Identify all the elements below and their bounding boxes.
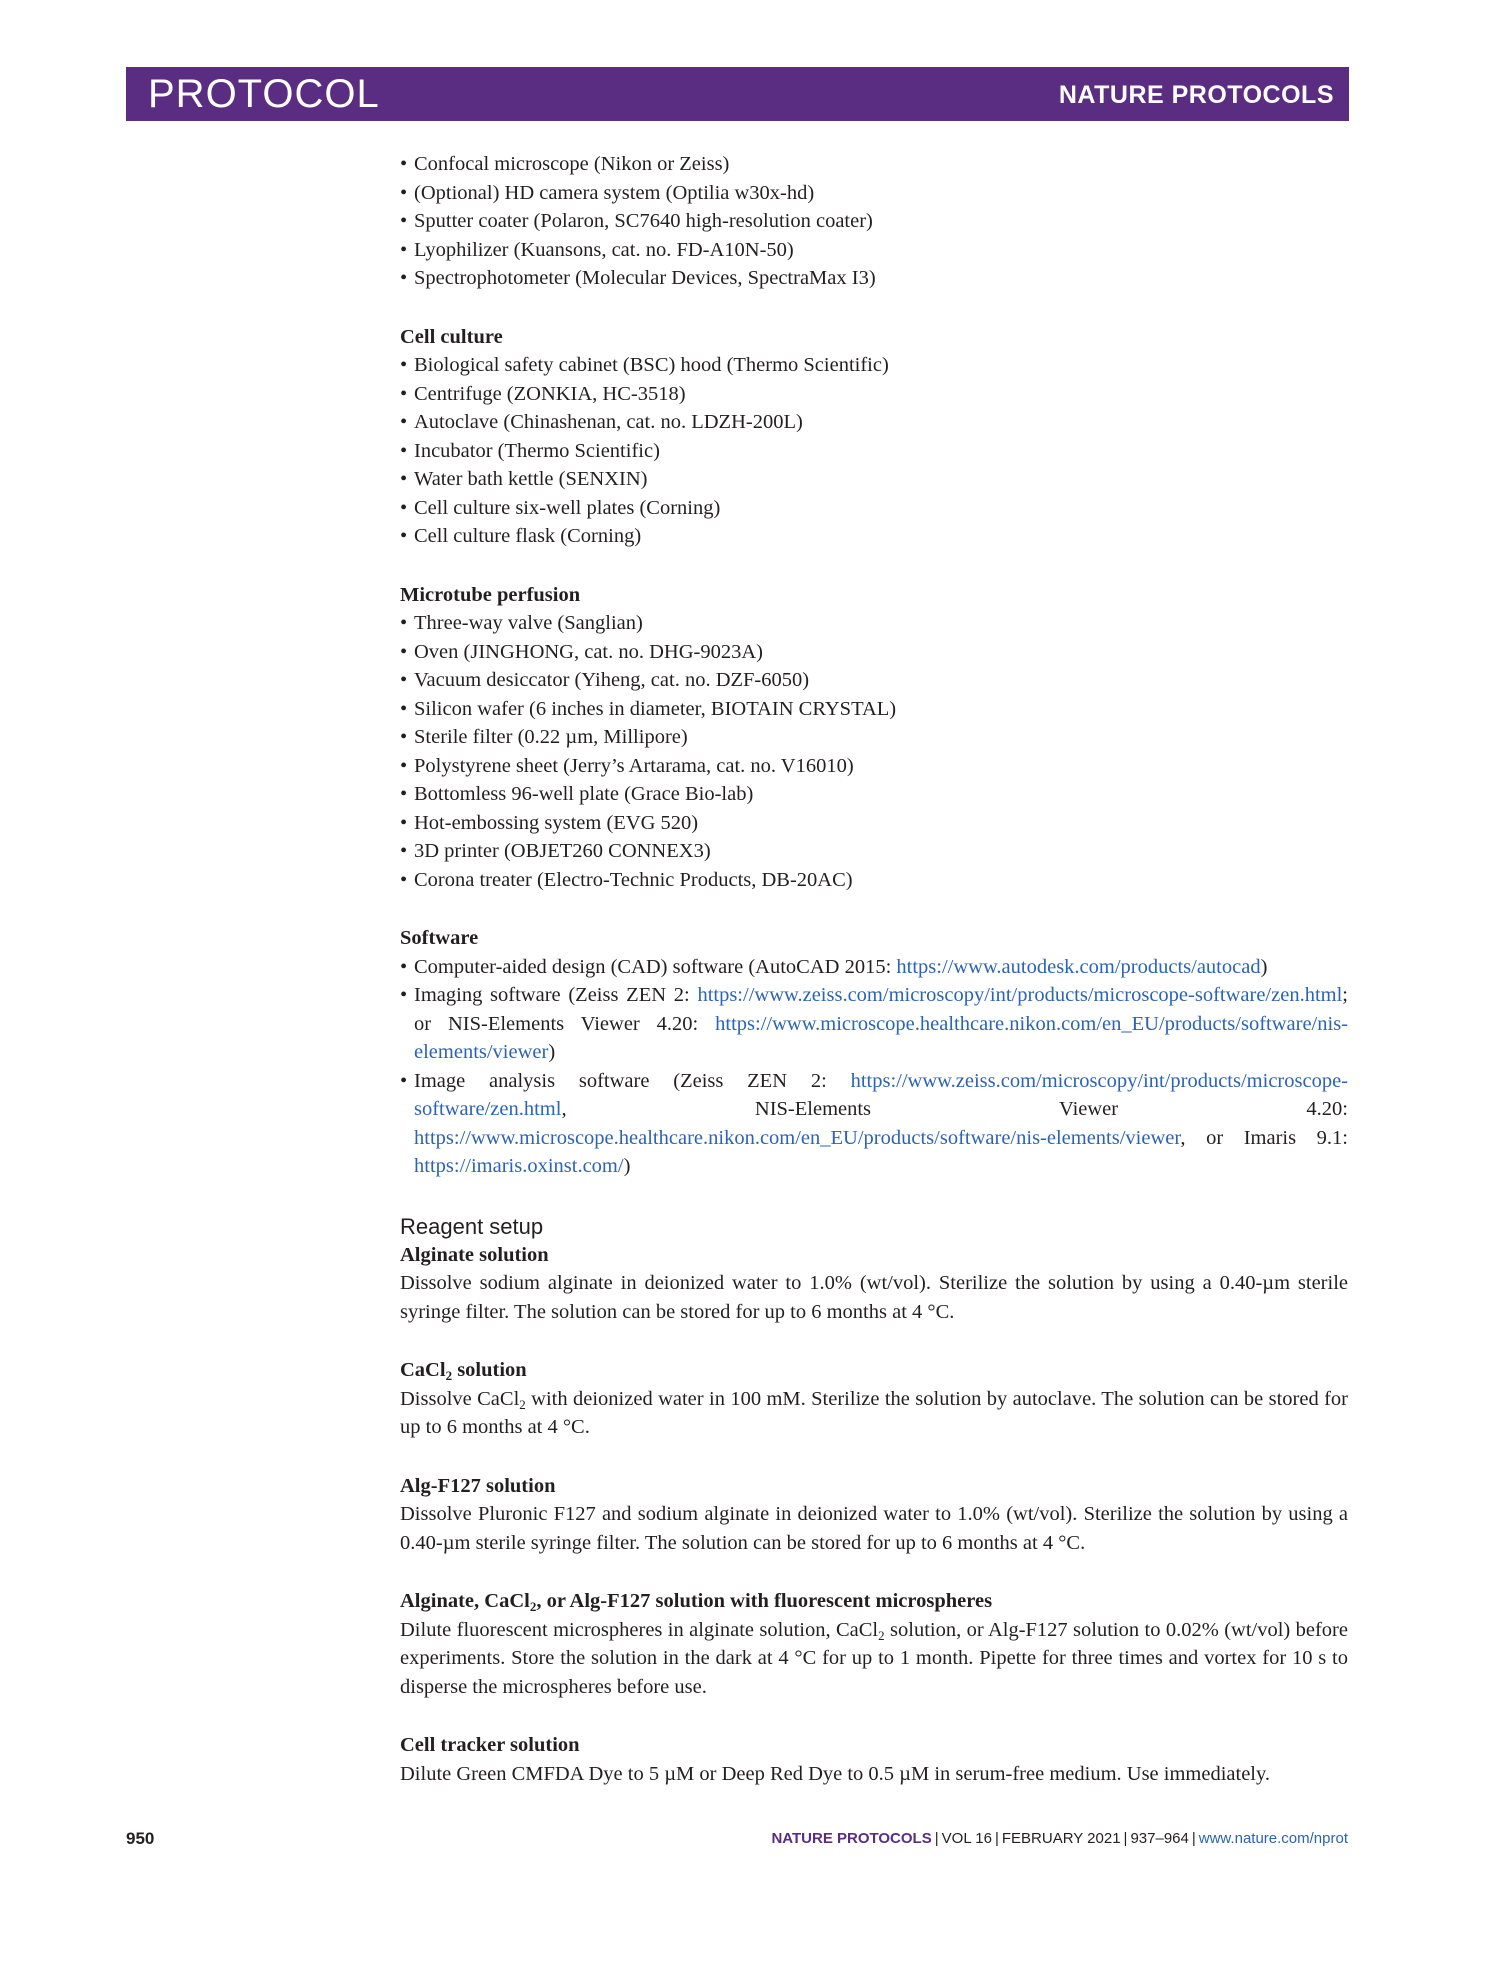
- list-item: • Three-way valve (Sanglian): [400, 609, 1348, 638]
- reagent-body: Dilute fluorescent microspheres in alginate solution, CaCl$_2$ solution, or Alg-F127 solution to 0.02% (wt/vol) before experiments. Store the solution in the dark at 4 °C for up to 1 month. Pipette for three times and vortex for 10 s to disperse the microspheres before use.: [400, 1618, 1348, 1698]
- list-item: • Centrifuge (ZONKIA, HC-3518): [400, 380, 1348, 409]
- footer-url-link[interactable]: www.nature.com/nprot: [1198, 1830, 1348, 1847]
- list-item: • Silicon wafer (6 inches in diameter, BIOTAIN CRYSTAL): [400, 695, 1348, 724]
- zeiss-link[interactable]: https://www.zeiss.com/microscopy/int/products/microscope-software/zen.html: [697, 984, 1343, 1006]
- reagent-body: Dissolve CaCl$_2$ with deionized water in 100 mM. Sterilize the solution by autoclave. The solution can be stored for up to 6 months at 4 °C.: [400, 1387, 1348, 1438]
- list-item: [400, 981, 1348, 1067]
- footer-volume: VOL 16: [941, 1830, 992, 1847]
- footer-journal: NATURE PROTOCOLS: [771, 1830, 932, 1847]
- imaris-link[interactable]: https://imaris.oxinst.com/: [414, 1155, 624, 1177]
- item-text: , NIS-Elements Viewer 4.20:: [561, 1098, 1348, 1120]
- list-item: • Biological safety cabinet (BSC) hood (Thermo Scientific): [400, 351, 1348, 380]
- header-bar: [126, 67, 1349, 121]
- nikon-link[interactable]: https://www.microscope.healthcare.nikon.com/en_EU/products/software/nis-elements/viewer: [414, 1126, 1181, 1149]
- reagent-body: Dissolve Pluronic F127 and sodium alginate in deionized water to 1.0% (wt/vol). Sterilize the solution by using a 0.40-µm sterile syringe filter. The solution can be stored for up to 6 months at 4 °C.: [400, 1503, 1348, 1554]
- reagent-title: CaCl$_2$ solution: [400, 1359, 527, 1383]
- fluorescent-block: [400, 1587, 1348, 1701]
- list-item: • Bottomless 96-well plate (Grace Bio-lab): [400, 780, 1348, 809]
- item-text: Computer-aided design (CAD) software (AutoCAD 2015:: [414, 955, 897, 978]
- list-item: [400, 953, 1348, 982]
- microtube-section: [400, 581, 1348, 895]
- alg-f127-block: [400, 1472, 1348, 1558]
- list-item: • Corona treater (Electro-Technic Products, DB-20AC): [400, 866, 1348, 895]
- reagent-title: Alginate, CaCl$_2$, or Alg-F127 solution with fluorescent microspheres: [400, 1590, 993, 1614]
- item-text: ): [548, 1041, 556, 1063]
- page-number: 950: [126, 1829, 155, 1848]
- cell-culture-section: [400, 323, 1348, 551]
- list-item: • Sputter coater (Polaron, SC7640 high-resolution coater): [400, 207, 1348, 236]
- list-item: • Hot-embossing system (EVG 520): [400, 809, 1348, 838]
- item-text: ): [1260, 955, 1268, 978]
- list-item: • Cell culture flask (Corning): [400, 522, 1348, 551]
- footer-date: FEBRUARY 2021: [1001, 1830, 1121, 1847]
- list-item: [400, 1067, 1348, 1181]
- item-text: Imaging software (Zeiss ZEN 2:: [414, 984, 698, 1006]
- footer-pages: 937–964: [1130, 1830, 1189, 1847]
- list-item: • Sterile filter (0.22 µm, Millipore): [400, 723, 1348, 752]
- list-item: • Oven (JINGHONG, cat. no. DHG-9023A): [400, 638, 1348, 667]
- cacl2-block: [400, 1356, 1348, 1442]
- cell-tracker-block: [400, 1731, 1348, 1788]
- autocad-link[interactable]: https://www.autodesk.com/products/autocad: [896, 955, 1261, 978]
- list-item: • Lyophilizer (Kuansons, cat. no. FD-A10N-50): [400, 236, 1348, 265]
- item-text: Image analysis software (Zeiss ZEN 2:: [414, 1069, 851, 1092]
- list-item: • Incubator (Thermo Scientific): [400, 437, 1348, 466]
- reagent-setup-heading: Reagent setup: [400, 1213, 544, 1239]
- zeiss-link[interactable]: https://www.zeiss.com/microscopy/int/products/microscope-software/zen.html: [414, 1069, 1348, 1120]
- alginate-block: [400, 1241, 1348, 1327]
- list-item: • Water bath kettle (SENXIN): [400, 465, 1348, 494]
- list-item: • Vacuum desiccator (Yiheng, cat. no. DZF-6050): [400, 666, 1348, 695]
- item-text: ; or NIS-Elements Viewer 4.20:: [414, 984, 1348, 1035]
- section-title: Cell culture: [400, 325, 503, 348]
- list-item: • Autoclave (Chinashenan, cat. no. LDZH-200L): [400, 408, 1348, 437]
- reagent-title: Alg-F127 solution: [400, 1474, 556, 1497]
- reagent-title: Alginate solution: [400, 1243, 549, 1266]
- list-item: • Polystyrene sheet (Jerry’s Artarama, cat. no. V16010): [400, 752, 1348, 781]
- reagent-title: Cell tracker solution: [400, 1734, 580, 1756]
- reagent-body: Dilute Green CMFDA Dye to 5 µM or Deep Red Dye to 0.5 µM in serum-free medium. Use immediately.: [400, 1762, 1271, 1785]
- equipment-list: [400, 150, 1348, 293]
- list-item: • 3D printer (OBJET260 CONNEX3): [400, 837, 1348, 866]
- software-section: [400, 924, 1348, 1181]
- item-text: ): [623, 1155, 631, 1177]
- nikon-link[interactable]: https://www.microscope.healthcare.nikon.com/en_EU/products/software/nis-elements/viewer: [414, 1012, 1348, 1063]
- section-title: Microtube perfusion: [400, 583, 581, 606]
- list-item: • Cell culture six-well plates (Corning): [400, 494, 1348, 523]
- list-item: • (Optional) HD camera system (Optilia w30x-hd): [400, 179, 1348, 208]
- footer-citation: NATURE PROTOCOLS | VOL 16 | FEBRUARY 2021 | 937–964 | www.nature.com/nprot: [771, 1830, 1348, 1847]
- list-item: • Confocal microscope (Nikon or Zeiss): [400, 150, 1348, 179]
- list-item: • Spectrophotometer (Molecular Devices, SpectraMax I3): [400, 264, 1348, 293]
- journal-name: NATURE PROTOCOLS: [1058, 81, 1334, 109]
- reagent-body: Dissolve sodium alginate in deionized water to 1.0% (wt/vol). Sterilize the solution by using a 0.40-µm sterile syringe filter. The solution can be stored for up to 6 months at 4 °C.: [400, 1272, 1348, 1323]
- item-text: , or Imaris 9.1:: [1180, 1126, 1348, 1149]
- section-title: Software: [400, 927, 479, 949]
- main-content: [400, 150, 1348, 1788]
- section-label: PROTOCOL: [148, 72, 380, 116]
